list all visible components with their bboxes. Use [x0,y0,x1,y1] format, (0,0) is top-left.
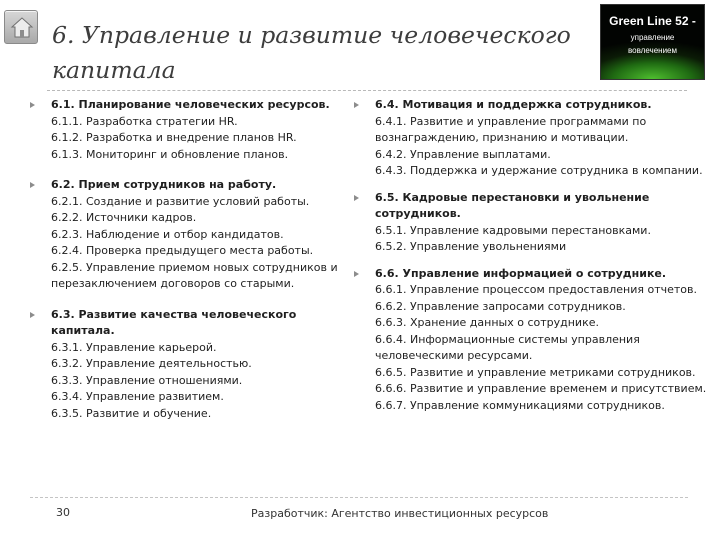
list-item: 6.3.1. Управление карьерой. [51,340,217,354]
bullet-arrow-icon [354,271,359,277]
section-heading: 6.1. Планирование человеческих ресурсов. [51,98,330,111]
bullet-arrow-icon [30,182,35,188]
bullet-arrow-icon [354,102,359,108]
list-item: 6.2.3. Наблюдение и отбор кандидатов. [51,227,284,241]
list-item: 6.2.1. Создание и развитие условий работы. [51,194,310,208]
list-item: 6.5.1. Управление кадровыми перестановками. [375,223,651,237]
list-item: 6.4.2. Управление выплатами. [375,147,551,161]
list-item: 6.6.6. Развитие и управление временем и присутствием. [375,382,707,395]
section-6-2 [30,177,350,293]
home-icon [10,16,34,40]
page-title: 6. Управление и развитие человеческого капитала [52,21,571,84]
list-item: 6.5.2. Управление увольнениями [375,240,567,253]
list-item: 6.2.5. Управление приемом новых сотрудников и перезаключением договоров со старыми. [51,260,338,290]
section-6-3 [30,307,350,423]
list-item: 6.6.5. Развитие и управление метриками сотрудников. [375,365,696,379]
list-item: 6.3.4. Управление развитием. [51,390,224,403]
section-heading: 6.2. Прием сотрудников на работу. [51,178,277,191]
list-item: 6.4.1. Развитие и управление программами по вознаграждению, признанию и мотивации. [375,114,647,144]
bullet-arrow-icon [30,102,35,108]
right-column [354,97,716,414]
section-heading: 6.5. Кадровые перестановки и увольнение сотрудников. [375,190,650,220]
list-item: 6.3.5. Развитие и обучение. [51,406,212,420]
list-item: 6.6.3. Хранение данных о сотруднике. [375,316,599,329]
list-item: 6.2.4. Проверка предыдущего места работы. [51,244,314,257]
list-item: 6.6.7. Управление коммуникациями сотрудников. [375,398,665,412]
section-heading: 6.4. Мотивация и поддержка сотрудников. [375,98,652,111]
section-heading: 6.6. Управление информацией о сотруднике. [375,266,667,280]
section-heading: 6.3. Развитие качества человеческого капитала. [51,307,297,337]
section-6-1 [30,97,350,163]
section-6-4 [354,97,716,180]
footer-credit: Разработчик: Агентство инвестиционных ресурсов [251,507,549,520]
footer-divider [30,497,688,498]
list-item: 6.6.1. Управление процессом предоставления отчетов. [375,283,697,296]
list-item: 6.3.2. Управление деятельностью. [51,357,252,370]
list-item: 6.2.2. Источники кадров. [51,211,197,224]
section-6-6 [354,266,716,415]
page-number: 30 [56,506,70,519]
bullet-arrow-icon [30,312,35,318]
list-item: 6.6.2. Управление запросами сотрудников. [375,299,626,313]
section-6-5 [354,190,716,256]
home-button[interactable] [4,10,38,44]
list-item: 6.1.3. Мониторинг и обновление планов. [51,147,289,161]
left-column [30,97,350,422]
list-item: 6.4.3. Поддержка и удержание сотрудника в компании. [375,164,703,177]
logo-title: Green Line 52 - [609,14,696,28]
title-divider [47,90,687,91]
logo-subtitle-1: управление [630,33,675,42]
list-item: 6.1.2. Разработка и внедрение планов HR. [51,131,297,144]
green-line-logo [600,4,705,80]
list-item: 6.3.3. Управление отношениями. [51,373,243,387]
list-item: 6.6.4. Информационные системы управления человеческими ресурсами. [375,332,640,362]
list-item: 6.1.1. Разработка стратегии HR. [51,114,238,128]
logo-subtitle-2: вовлечением [628,46,677,55]
bullet-arrow-icon [354,195,359,201]
